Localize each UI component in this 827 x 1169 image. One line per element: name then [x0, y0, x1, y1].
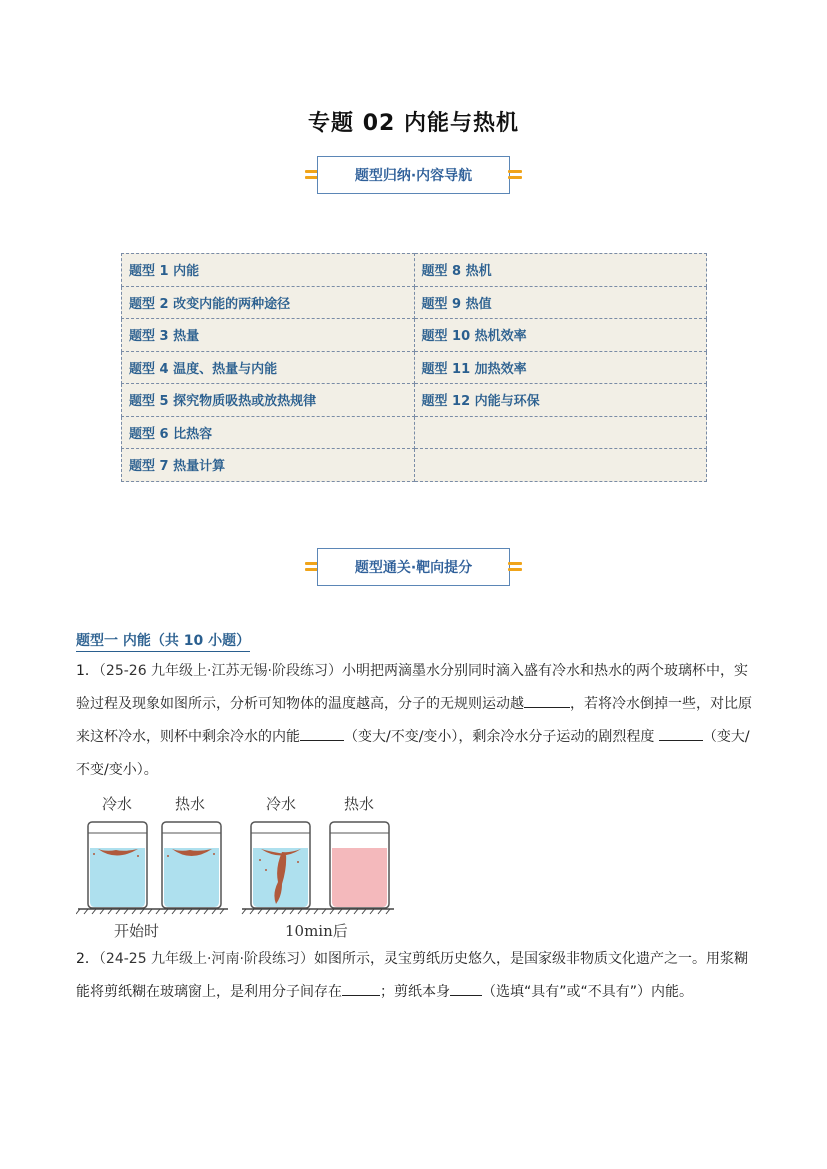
banner-label: 题型通关·靶向提分 [317, 548, 510, 586]
answer-blank[interactable] [524, 693, 570, 708]
nav-topic-cell[interactable]: 题型 3 热量 [122, 319, 415, 352]
nav-topic-cell[interactable]: 题型 4 温度、热量与内能 [122, 351, 415, 384]
nav-topic-cell [414, 416, 707, 449]
nav-topic-cell[interactable]: 题型 2 改变内能的两种途径 [122, 286, 415, 319]
question-number: 1． [76, 663, 99, 679]
question-text: ，若将冷水倒掉一些，对比原来这杯冷水，则杯中剩余冷水的内能 [76, 696, 752, 745]
question-number: 2． [76, 951, 99, 967]
nav-row [122, 319, 707, 352]
question-text: （变大/不变/变小），剩余冷水分子运动的剧烈程度 [344, 729, 659, 745]
question-2 [76, 943, 752, 1009]
nav-topic-cell[interactable]: 题型 9 热值 [414, 286, 707, 319]
question-text: ；剪纸本身 [380, 984, 450, 1000]
nav-row [122, 286, 707, 319]
nav-topic-cell[interactable]: 题型 12 内能与环保 [414, 384, 707, 417]
diffusion-figure [76, 790, 406, 940]
answer-blank[interactable] [659, 726, 703, 741]
question-text: （选填“具有”或“不具有”）内能。 [482, 984, 694, 1000]
label-cold-start: 冷水 [102, 795, 133, 813]
label-cold-after: 冷水 [266, 795, 297, 813]
question-source: （24-25 九年级上·河南·阶段练习） [98, 951, 314, 967]
answer-blank[interactable] [300, 726, 344, 741]
practice-banner [305, 548, 522, 586]
banner-label: 题型归纳·内容导航 [317, 156, 510, 194]
answer-blank[interactable] [342, 981, 380, 996]
nav-topic-cell[interactable]: 题型 6 比热容 [122, 416, 415, 449]
nav-banner [305, 156, 522, 194]
nav-topic-cell[interactable]: 题型 1 内能 [122, 254, 415, 287]
answer-blank[interactable] [450, 981, 482, 996]
beaker-hot-after [330, 822, 389, 908]
equals-icon [508, 168, 522, 182]
nav-row [122, 254, 707, 287]
nav-topic-cell [414, 449, 707, 482]
nav-row [122, 384, 707, 417]
nav-topic-cell[interactable]: 题型 8 热机 [414, 254, 707, 287]
label-hot-after: 热水 [344, 795, 375, 813]
nav-row [122, 416, 707, 449]
question-text: （变大/不变/变小）。 [76, 729, 750, 778]
question-source: （25-26 九年级上·江苏无锡·阶段练习） [98, 663, 342, 679]
nav-topic-cell[interactable]: 题型 5 探究物质吸热或放热规律 [122, 384, 415, 417]
page-title: 专题 02 内能与热机 [308, 111, 519, 136]
section-heading: 题型一 内能（共 10 小题） [76, 630, 250, 652]
question-1 [76, 655, 752, 787]
nav-topic-cell[interactable]: 题型 7 热量计算 [122, 449, 415, 482]
beaker-cold-start [88, 822, 147, 908]
beaker-cold-after [251, 822, 310, 908]
nav-topic-cell[interactable]: 题型 11 加热效率 [414, 351, 707, 384]
nav-row [122, 449, 707, 482]
nav-topic-cell[interactable]: 题型 10 热机效率 [414, 319, 707, 352]
question-text: 小明把两滴墨水分别同时滴入盛有冷水和热水的两个玻璃杯中，实验过程及现象如图所示，分析可知物体的温度越高，分子的无规则运动越 [76, 663, 748, 712]
caption-start: 开始时 [114, 922, 160, 940]
nav-row [122, 351, 707, 384]
caption-after: 10min后 [285, 922, 348, 940]
beaker-hot-start [162, 822, 221, 908]
question-text: 如图所示，灵宝剪纸历史悠久，是国家级非物质文化遗产之一。用浆糊能将剪纸糊在玻璃窗上，是利用分子间存在 [76, 951, 748, 1000]
equals-icon [508, 560, 522, 574]
label-hot-start: 热水 [175, 795, 206, 813]
topic-nav-table [121, 253, 707, 482]
